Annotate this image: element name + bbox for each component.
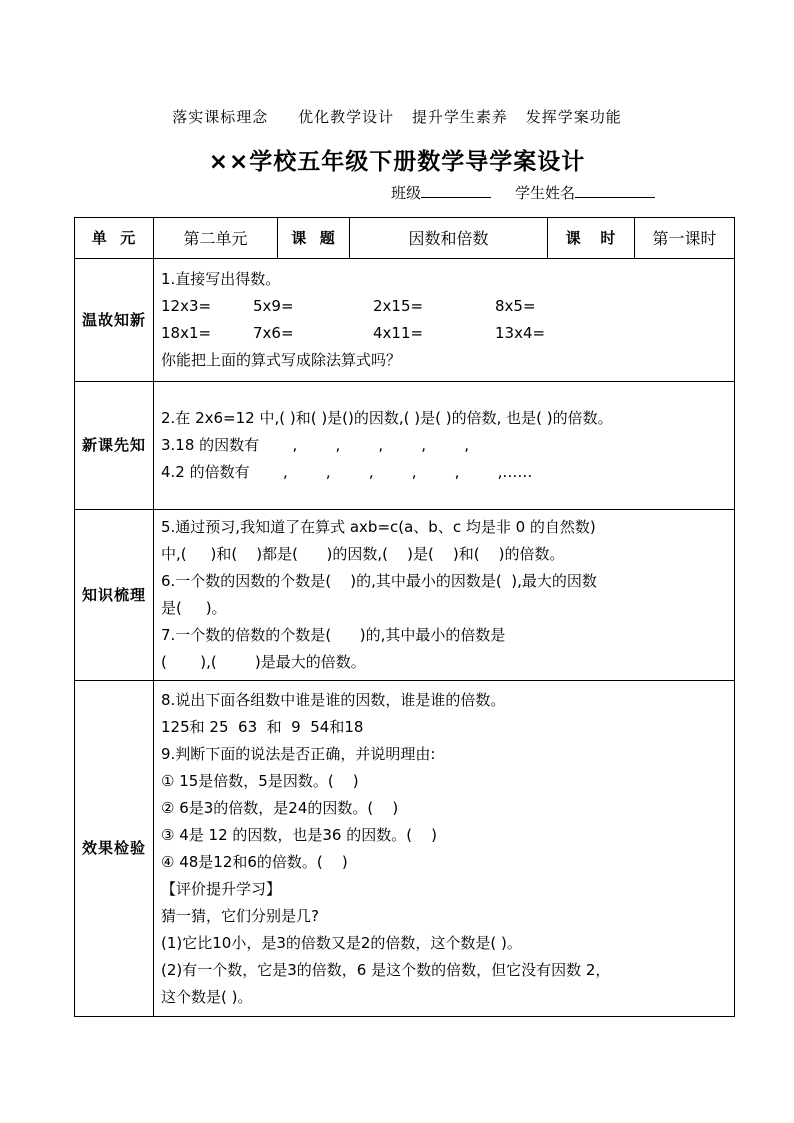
calc-row-2 — [161, 320, 734, 347]
calc-row-1 — [161, 293, 734, 320]
question-3: 3.18 的因数有 , , , , , — [161, 436, 469, 454]
slogan-item: 优化教学设计 — [298, 108, 395, 126]
topic-label: 课 题 — [278, 218, 350, 259]
calc-item: 7x6= — [253, 324, 294, 342]
calc-item: 2x15= — [373, 297, 424, 315]
section-content-preview — [154, 382, 735, 510]
question-7a: 7.一个数的倍数的个数是( )的,其中最小的倍数是 — [161, 626, 506, 644]
calc-item: 12x3= — [161, 297, 212, 315]
guess-1: (1)它比10小，是3的倍数又是2的倍数，这个数是( )。 — [161, 933, 522, 952]
unit-label: 单 元 — [75, 218, 154, 259]
calc-item: 8x5= — [495, 297, 536, 315]
topic-value: 因数和倍数 — [350, 218, 548, 259]
question-6a: 6.一个数的因数的个数是( )的,其中最小的因数是( ),最大的因数 — [161, 572, 597, 590]
section-content-review — [154, 259, 735, 382]
table-row — [75, 382, 735, 510]
question-1: 1.直接写出得数。 — [161, 270, 281, 288]
period-label: 课 时 — [548, 218, 635, 259]
table-row — [75, 681, 735, 1017]
section-content-check — [154, 681, 735, 1017]
question-5a: 5.通过预习,我知道了在算式 axb=c(a、b、c 均是非 0 的自然数) — [161, 518, 596, 536]
review-note: 你能把上面的算式写成除法算式吗？ — [161, 351, 402, 369]
judge-item-3: ③ 4是 12 的因数，也是36 的因数。( ) — [161, 825, 438, 844]
calc-item: 5x9= — [253, 297, 294, 315]
question-4: 4.2 的倍数有 , , , , , ,…… — [161, 463, 533, 481]
question-7b: ( ),( )是最大的倍数。 — [161, 653, 366, 671]
question-8: 8.说出下面各组数中谁是谁的因数，谁是谁的倍数。 — [161, 690, 506, 709]
lesson-plan-table — [74, 217, 735, 1017]
guess-2b: 这个数是( )。 — [161, 987, 253, 1006]
section-label-sorting: 知识梳理 — [75, 510, 154, 681]
question-6b: 是( )。 — [161, 599, 227, 617]
class-label: 班级 — [391, 184, 422, 202]
calc-item: 18x1= — [161, 324, 212, 342]
period-value: 第一课时 — [635, 218, 735, 259]
question-5b: 中,( )和( )都是( )的因数,( )是( )和( )的倍数。 — [161, 545, 565, 563]
table-row — [75, 510, 735, 681]
student-name-field[interactable] — [575, 181, 655, 198]
slogan-line — [0, 106, 794, 130]
guess-2a: (2)有一个数，它是3的倍数，6 是这个数的倍数，但它没有因数 2， — [161, 960, 611, 979]
section-content-sorting — [154, 510, 735, 681]
student-info — [391, 181, 655, 203]
extra-title: 【评价提升学习】 — [161, 879, 282, 898]
student-name-label: 学生姓名 — [515, 184, 576, 202]
slogan-item: 发挥学案功能 — [525, 108, 622, 126]
table-row — [75, 259, 735, 382]
calc-item: 13x4= — [495, 324, 546, 342]
section-label-check: 效果检验 — [75, 681, 154, 1017]
class-field[interactable] — [421, 181, 491, 198]
table-header-row — [75, 218, 735, 259]
calc-item: 4x11= — [373, 324, 424, 342]
section-label-preview: 新课先知 — [75, 382, 154, 510]
question-9: 9.判断下面的说法是否正确，并说明理由: — [161, 744, 436, 763]
judge-item-2: ② 6是3的倍数，是24的因数。( ) — [161, 798, 399, 817]
judge-item-4: ④ 48是12和6的倍数。( ) — [161, 852, 348, 871]
section-label-review: 温故知新 — [75, 259, 154, 382]
page-title: ××学校五年级下册数学导学案设计 — [208, 149, 586, 175]
question-8-groups: 125和 25 63 和 9 54和18 — [161, 717, 364, 736]
question-2: 2.在 2x6=12 中,( )和( )是()的因数,( )是( )的倍数, 也是( )的倍数。 — [161, 409, 613, 427]
judge-item-1: ① 15是倍数，5是因数。( ) — [161, 771, 359, 790]
guess-intro: 猜一猜，它们分别是几? — [161, 906, 319, 925]
slogan-item: 落实课标理念 — [172, 108, 269, 126]
unit-value: 第二单元 — [154, 218, 278, 259]
slogan-item: 提升学生素养 — [411, 108, 508, 126]
